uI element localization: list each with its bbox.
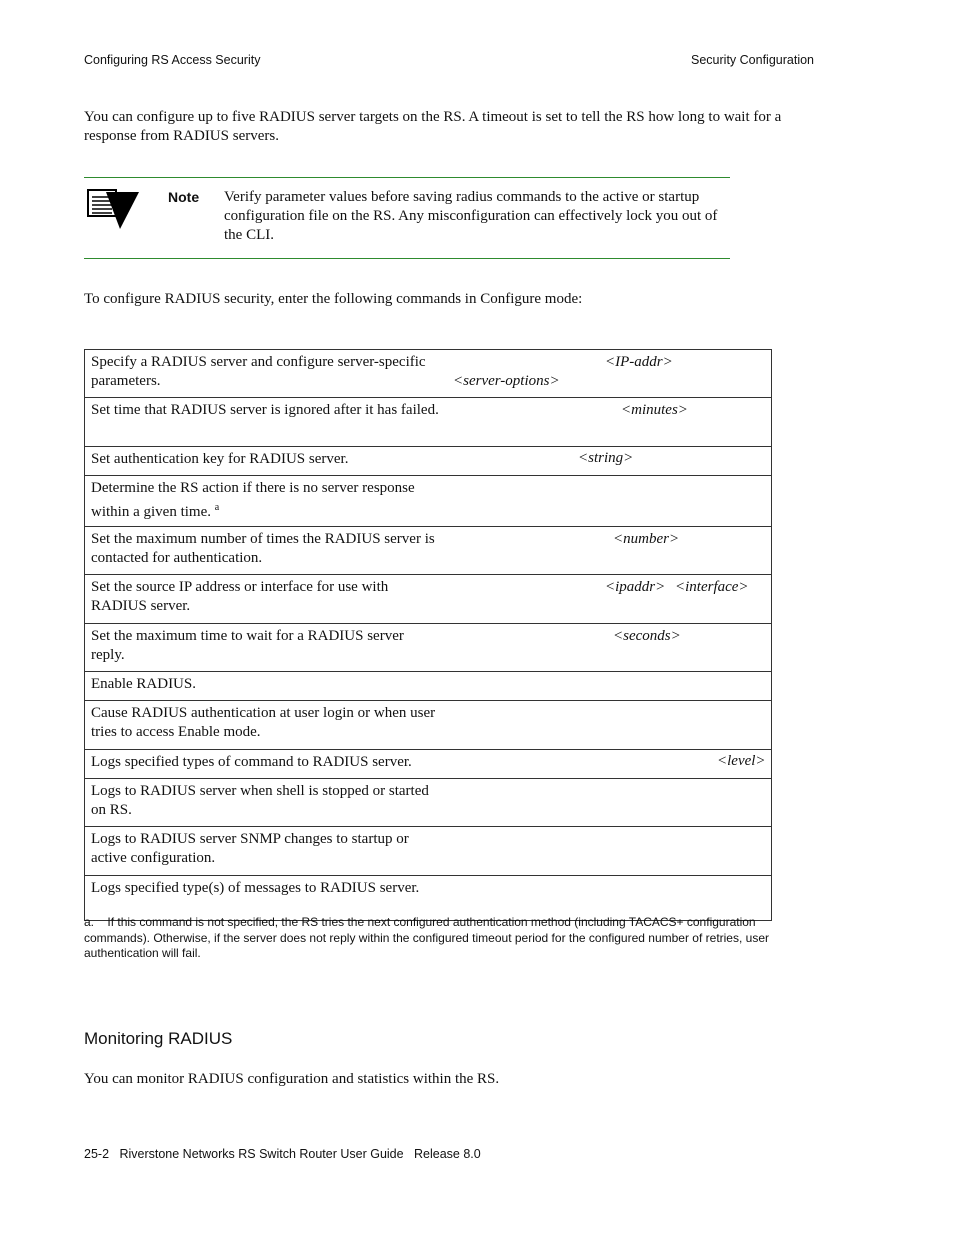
argument: <minutes> bbox=[621, 402, 688, 418]
table-cell-syntax bbox=[447, 447, 772, 476]
table-cell-syntax bbox=[447, 876, 772, 921]
note-pad-arrow-icon bbox=[86, 186, 142, 237]
table-cell-syntax bbox=[447, 398, 772, 447]
table-row bbox=[85, 398, 772, 447]
intro-paragraph: You can configure up to five RADIUS server targets on the RS. A timeout is set to tell the RS how long to wait for a response from RADIUS servers. bbox=[84, 109, 782, 144]
table-cell-description: Set the maximum number of times the RADIUS server is contacted for authentication. bbox=[85, 527, 448, 575]
footnote-text: If this command is not specified, the RS tries the next configured authentication method (including TACACS+ configuration commands). Otherwise, if the server does not reply within the configured timeout period for the configured number of retries, user authentication will fail. bbox=[84, 915, 769, 960]
table-cell-syntax bbox=[447, 575, 772, 624]
table-row bbox=[85, 624, 772, 672]
table-cell-syntax bbox=[447, 624, 772, 672]
table-cell-syntax bbox=[447, 476, 772, 527]
table-cell-description: Logs to RADIUS server when shell is stopped or started on RS. bbox=[85, 779, 448, 827]
argument: <interface> bbox=[675, 579, 749, 595]
table-row bbox=[85, 476, 772, 527]
page-number: 25-2 bbox=[84, 1147, 110, 1161]
table-cell-description: Enable RADIUS. bbox=[85, 672, 448, 701]
release-label: Release 8.0 bbox=[414, 1147, 481, 1161]
note-label: Note bbox=[168, 189, 200, 205]
radius-command-table bbox=[84, 349, 772, 921]
table-cell-syntax bbox=[447, 750, 772, 779]
table-row bbox=[85, 827, 772, 876]
running-header-right: Security Configuration bbox=[691, 53, 814, 67]
argument: <seconds> bbox=[613, 628, 681, 644]
section-paragraph: You can monitor RADIUS configuration and statistics within the RS. bbox=[84, 1071, 500, 1087]
note-text: Verify parameter values before saving radius commands to the active or startup configuration file on the RS. Any misconfiguration can effectively lock you out of the CLI. bbox=[224, 189, 718, 243]
table-cell-description: Set time that RADIUS server is ignored after it has failed. bbox=[85, 398, 448, 447]
table-cell-description: Specify a RADIUS server and configure server-specific parameters. bbox=[85, 350, 448, 398]
table-row bbox=[85, 575, 772, 624]
note-bottom-rule bbox=[84, 258, 730, 259]
table-row bbox=[85, 350, 772, 398]
table-row bbox=[85, 701, 772, 750]
table-cell-syntax bbox=[447, 350, 772, 398]
note-top-rule bbox=[84, 177, 730, 178]
table-cell-description: Logs to RADIUS server SNMP changes to startup or active configuration. bbox=[85, 827, 448, 876]
table-cell-syntax bbox=[447, 672, 772, 701]
page-footer bbox=[84, 1147, 481, 1161]
table-cell-description: Determine the RS action if there is no server response within a given time. $^a$ bbox=[85, 476, 448, 527]
table-cell-description: Logs specified type(s) of messages to RADIUS server. bbox=[85, 876, 448, 921]
table-row bbox=[85, 750, 772, 779]
table-row bbox=[85, 779, 772, 827]
running-header-left: Configuring RS Access Security bbox=[84, 53, 261, 67]
table-cell-syntax bbox=[447, 701, 772, 750]
table-row bbox=[85, 876, 772, 921]
argument: <string> bbox=[578, 450, 634, 466]
table-cell-description: Set the source IP address or interface for use with RADIUS server. bbox=[85, 575, 448, 624]
footnote-marker: a bbox=[214, 502, 220, 513]
argument: <level> bbox=[717, 753, 766, 769]
table-row bbox=[85, 527, 772, 575]
table-cell-syntax bbox=[447, 827, 772, 876]
table-row bbox=[85, 672, 772, 701]
argument: <server-options> bbox=[453, 373, 560, 389]
argument: <number> bbox=[613, 531, 680, 547]
table-row bbox=[85, 447, 772, 476]
table-cell-description: Logs specified types of command to RADIUS server. bbox=[85, 750, 448, 779]
table-cell-syntax bbox=[447, 779, 772, 827]
section-heading: Monitoring RADIUS bbox=[84, 1029, 233, 1048]
guide-title: Riverstone Networks RS Switch Router User Guide bbox=[119, 1147, 404, 1161]
table-cell-description: Set the maximum time to wait for a RADIUS server reply. bbox=[85, 624, 448, 672]
table-cell-description: Set authentication key for RADIUS server. bbox=[85, 447, 448, 476]
footnote-letter: a. bbox=[84, 915, 95, 929]
table-cell-description: Cause RADIUS authentication at user login or when user tries to access Enable mode. bbox=[85, 701, 448, 750]
configure-intro: To configure RADIUS security, enter the following commands in Configure mode: bbox=[84, 291, 583, 307]
table-cell-syntax bbox=[447, 527, 772, 575]
argument: <IP-addr> bbox=[605, 354, 673, 370]
argument: <ipaddr> bbox=[605, 579, 666, 595]
table-footnote bbox=[84, 915, 772, 962]
